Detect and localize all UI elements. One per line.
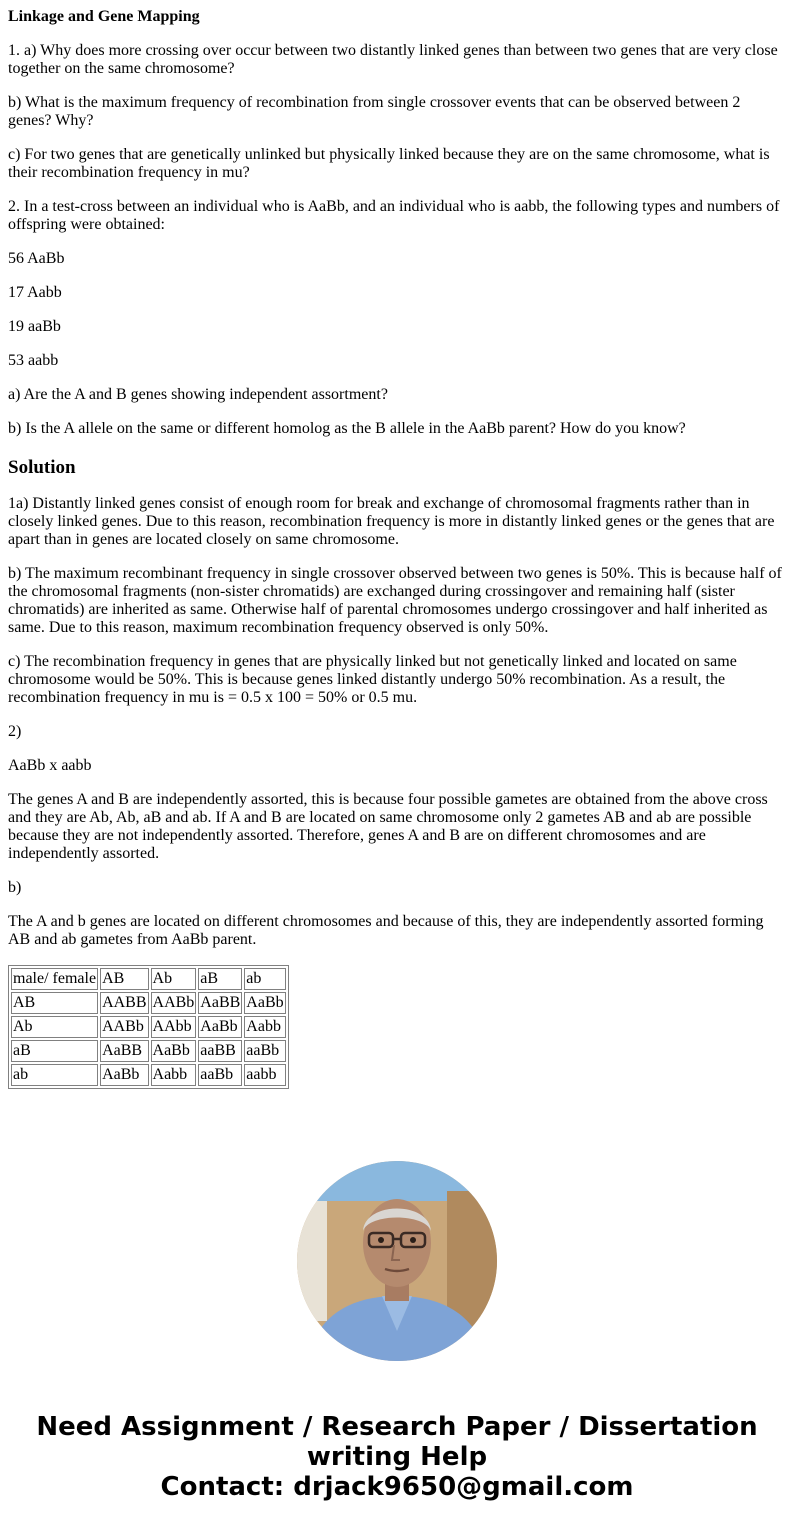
table-row-header: AB [11, 992, 98, 1014]
answer-2b: The A and b genes are located on different chromosomes and because of this, they are independently assorted forming AB and ab gametes from AaBb parent. [8, 913, 764, 948]
table-cell: AaBB [100, 1040, 148, 1062]
photo-right-panel [447, 1191, 497, 1331]
photo-eye-left [378, 1237, 384, 1243]
table-header-cell: Ab [151, 968, 197, 990]
question-1c: c) For two genes that are genetically unlinked but physically linked because they are on the same chromosome, what is their recombination frequency in mu? [8, 146, 770, 181]
promo-line: writing Help [306, 1442, 488, 1472]
table-cell: aaBB [198, 1040, 242, 1062]
offspring-count: 56 AaBb [8, 250, 65, 267]
answer-2-label: 2) [8, 723, 22, 740]
table-cell: AaBb [198, 1016, 242, 1038]
table-cell: Aabb [151, 1064, 197, 1086]
table-row [11, 1040, 286, 1062]
table-row-header: aB [11, 1040, 98, 1062]
promo-banner [0, 1412, 794, 1502]
question-1a: 1. a) Why does more crossing over occur between two distantly linked genes than between two genes that are very close together on the same chromosome? [8, 42, 778, 77]
table-row [11, 968, 286, 990]
table-cell: aaBb [198, 1064, 242, 1086]
promo-line: Need Assignment / Research Paper / Dissertation [36, 1412, 758, 1442]
document [0, 8, 794, 1089]
solution-heading: Solution [8, 457, 76, 478]
question-2b: b) Is the A allele on the same or different homolog as the B allele in the AaBb parent? How do you know? [8, 420, 686, 437]
table-row [11, 1016, 286, 1038]
table-cell: aaBb [244, 1040, 285, 1062]
table-header-cell: male/ female [11, 968, 98, 990]
cross-notation: AaBb x aabb [8, 757, 92, 774]
photo-left-wall [297, 1201, 327, 1321]
photo-eye-right [410, 1237, 416, 1243]
offspring-count: 19 aaBb [8, 318, 61, 335]
table-header-cell: AB [100, 968, 148, 990]
table-cell: AaBB [198, 992, 242, 1014]
table-cell: AAbb [151, 1016, 197, 1038]
table-cell: AaBb [151, 1040, 197, 1062]
offspring-count: 17 Aabb [8, 284, 62, 301]
promo-contact: Contact: drjack9650@gmail.com [160, 1472, 634, 1502]
author-portrait [297, 1161, 497, 1361]
answer-2b-label: b) [8, 879, 22, 896]
table-row [11, 1064, 286, 1086]
question-2a: a) Are the A and B genes showing independent assortment? [8, 386, 388, 403]
answer-2a: The genes A and B are independently assorted, this is because four possible gametes are obtained from the above cross and they are Ab, Ab, aB and ab. If A and B are located on same chromosome only 2 gametes AB and ab are possible because they are not independently assorted. Therefore, genes A and B are on different chromosomes and are independently assorted. [8, 791, 768, 862]
offspring-count: 53 aabb [8, 352, 59, 369]
question-1b: b) What is the maximum frequency of recombination from single crossover events that can be observed between 2 genes? Why? [8, 94, 741, 129]
table-row-header: ab [11, 1064, 98, 1086]
table-cell: AaBb [100, 1064, 148, 1086]
answer-1c: c) The recombination frequency in genes that are physically linked but not genetically linked and located on same chromosome would be 50%. This is because genes linked distantly undergo 50% recombination. As a result, the recombination frequency in mu is = 0.5 x 100 = 50% or 0.5 mu. [8, 653, 737, 706]
punnett-square-table [8, 965, 289, 1089]
table-cell: AABB [100, 992, 148, 1014]
table-cell: AABb [151, 992, 197, 1014]
table-cell: aabb [244, 1064, 285, 1086]
document-title: Linkage and Gene Mapping [8, 8, 200, 25]
table-row [11, 992, 286, 1014]
answer-1a: 1a) Distantly linked genes consist of enough room for break and exchange of chromosomal fragments rather than in closely linked genes. Due to this reason, recombination frequency is more in distantly linked genes or the genes that are apart than in genes are located closely on same chromosome. [8, 495, 775, 548]
table-header-cell: ab [244, 968, 285, 990]
table-header-cell: aB [198, 968, 242, 990]
question-2: 2. In a test-cross between an individual who is AaBb, and an individual who is aabb, the following types and numbers of offspring were obtained: [8, 198, 780, 233]
table-cell: Aabb [244, 1016, 285, 1038]
table-cell: AaBb [244, 992, 285, 1014]
table-row-header: Ab [11, 1016, 98, 1038]
table-cell: AABb [100, 1016, 148, 1038]
answer-1b: b) The maximum recombinant frequency in single crossover observed between two genes is 50%. This is because half of the chromosomal fragments (non-sister chromatids) are exchanged during crossingover and remaining half (sister chromatids) are inherited as same. Otherwise half of parental chromosomes undergo crossingover and half inherited as same. Due to this reason, maximum recombination frequency observed is only 50%. [8, 565, 782, 636]
author-photo [297, 1161, 497, 1361]
